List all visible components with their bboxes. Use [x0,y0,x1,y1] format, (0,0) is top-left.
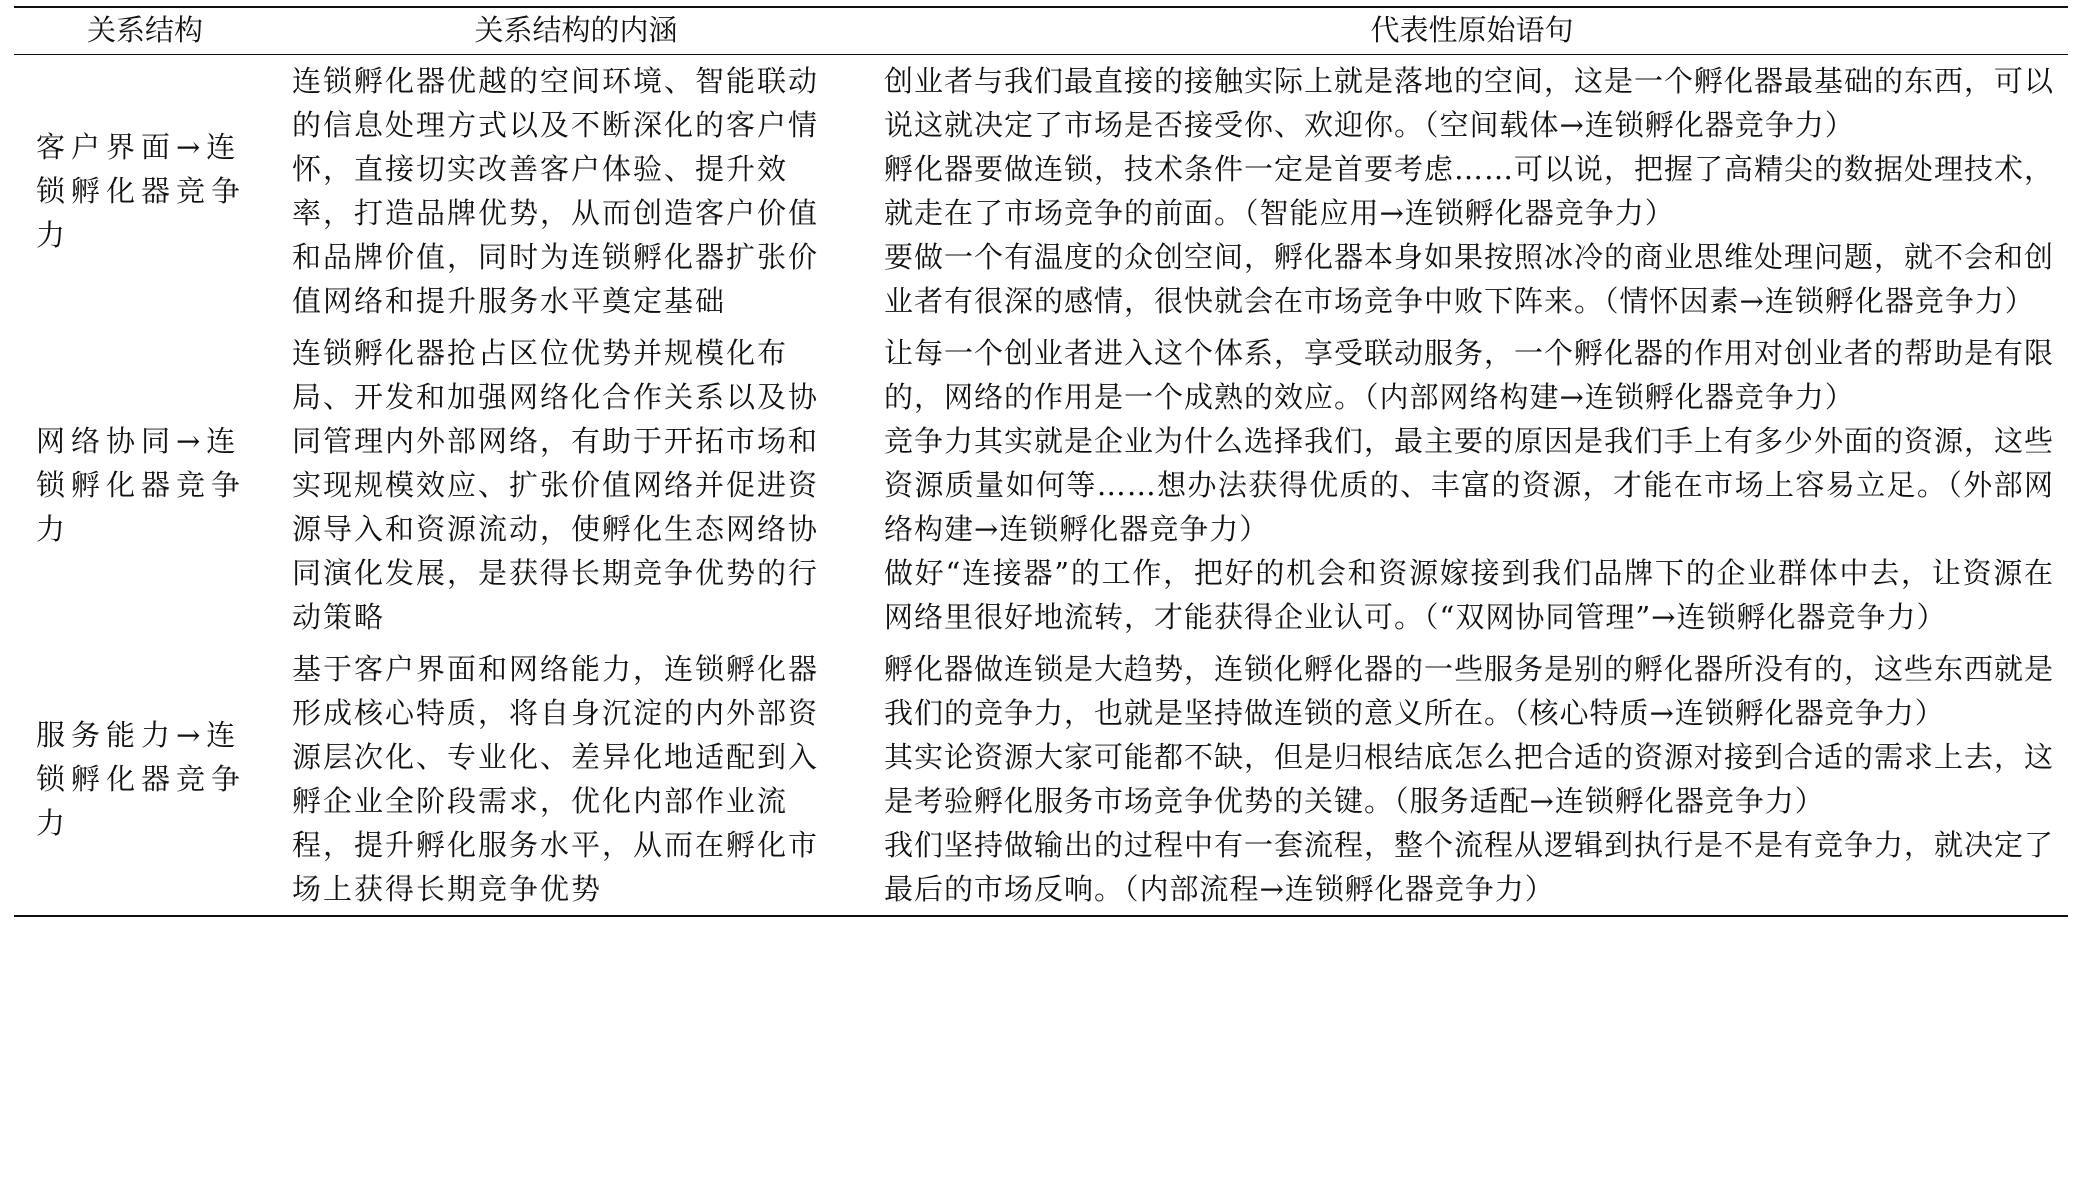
quote-item: 让每一个创业者进入这个体系，享受联动服务，一个孵化器的作用对创业者的帮助是有限的，网络的作用是一个成熟的效应。（内部网络构建→连锁孵化器竞争力） [884,336,2055,414]
relation-cell: 服务能力→连锁孵化器竞争力 [14,643,276,916]
header-meaning: 关系结构的内涵 [276,7,876,55]
meaning-cell: 连锁孵化器优越的空间环境、智能联动的信息处理方式以及不断深化的客户情怀，直接切实改善客户体验、提升效率，打造品牌优势，从而创造客户价值和品牌价值，同时为连锁孵化器扩张价值网络和提升服务水平奠定基础 [292,64,820,318]
quote-item: 创业者与我们最直接的接触实际上就是落地的空间，这是一个孵化器最基础的东西，可以说这就决定了市场是否接受你、欢迎你。（空间载体→连锁孵化器竞争力） [884,64,2055,142]
quotes-cell [876,55,2068,328]
quote-item: 其实论资源大家可能都不缺，但是归根结底怎么把合适的资源对接到合适的需求上去，这是考验孵化服务市场竞争优势的关键。（服务适配→连锁孵化器竞争力） [884,740,2055,818]
relation-structure-table-container [14,6,2068,917]
relation-structure-table [14,6,2068,917]
meaning-cell: 基于客户界面和网络能力，连锁孵化器形成核心特质，将自身沉淀的内外部资源层次化、专业化、差异化地适配到入孵企业全阶段需求，优化内部作业流程，提升孵化服务水平，从而在孵化市场上获得长期竞争优势 [276,643,876,916]
relation-cell: 客户界面→连锁孵化器竞争力 [36,130,247,252]
table-row [14,643,2068,916]
quote-item: 做好“连接器”的工作，把好的机会和资源嫁接到我们品牌下的企业群体中去，让资源在网络里很好地流转，才能获得企业认可。（“双网协同管理”→连锁孵化器竞争力） [884,556,2054,634]
table-header-row [14,7,2068,55]
quote-item: 要做一个有温度的众创空间，孵化器本身如果按照冰冷的商业思维处理问题，就不会和创业者有很深的感情，很快就会在市场竞争中败下阵来。（情怀因素→连锁孵化器竞争力） [884,240,2055,318]
table-row [14,55,2068,328]
quote-item: 孵化器做连锁是大趋势，连锁化孵化器的一些服务是别的孵化器所没有的，这些东西就是我们的竞争力，也就是坚持做连锁的意义所在。（核心特质→连锁孵化器竞争力） [884,652,2055,730]
meaning-cell: 连锁孵化器抢占区位优势并规模化布局、开发和加强网络化合作关系以及协同管理内外部网络，有助于开拓市场和实现规模效应、扩张价值网络并促进资源导入和资源流动，使孵化生态网络协同演化发展，是获得长期竞争优势的行动策略 [292,336,820,634]
header-relation: 关系结构 [14,7,276,55]
quote-item: 孵化器要做连锁，技术条件一定是首要考虑……可以说，把握了高精尖的数据处理技术，就走在了市场竞争的前面。（智能应用→连锁孵化器竞争力） [884,152,2055,230]
quote-item: 竞争力其实就是企业为什么选择我们，最主要的原因是我们手上有多少外面的资源，这些资源质量如何等……想办法获得优质的、丰富的资源，才能在市场上容易立足。（外部网络构建→连锁孵化器竞争力） [884,424,2055,546]
quote-item: 我们坚持做输出的过程中有一套流程，整个流程从逻辑到执行是不是有竞争力，就决定了最后的市场反响。（内部流程→连锁孵化器竞争力） [884,828,2055,906]
quotes-cell [876,327,2068,643]
relation-cell: 网络协同→连锁孵化器竞争力 [36,424,247,546]
table-row [14,327,2068,643]
header-quotes: 代表性原始语句 [876,7,2068,55]
quotes-cell [876,643,2068,916]
